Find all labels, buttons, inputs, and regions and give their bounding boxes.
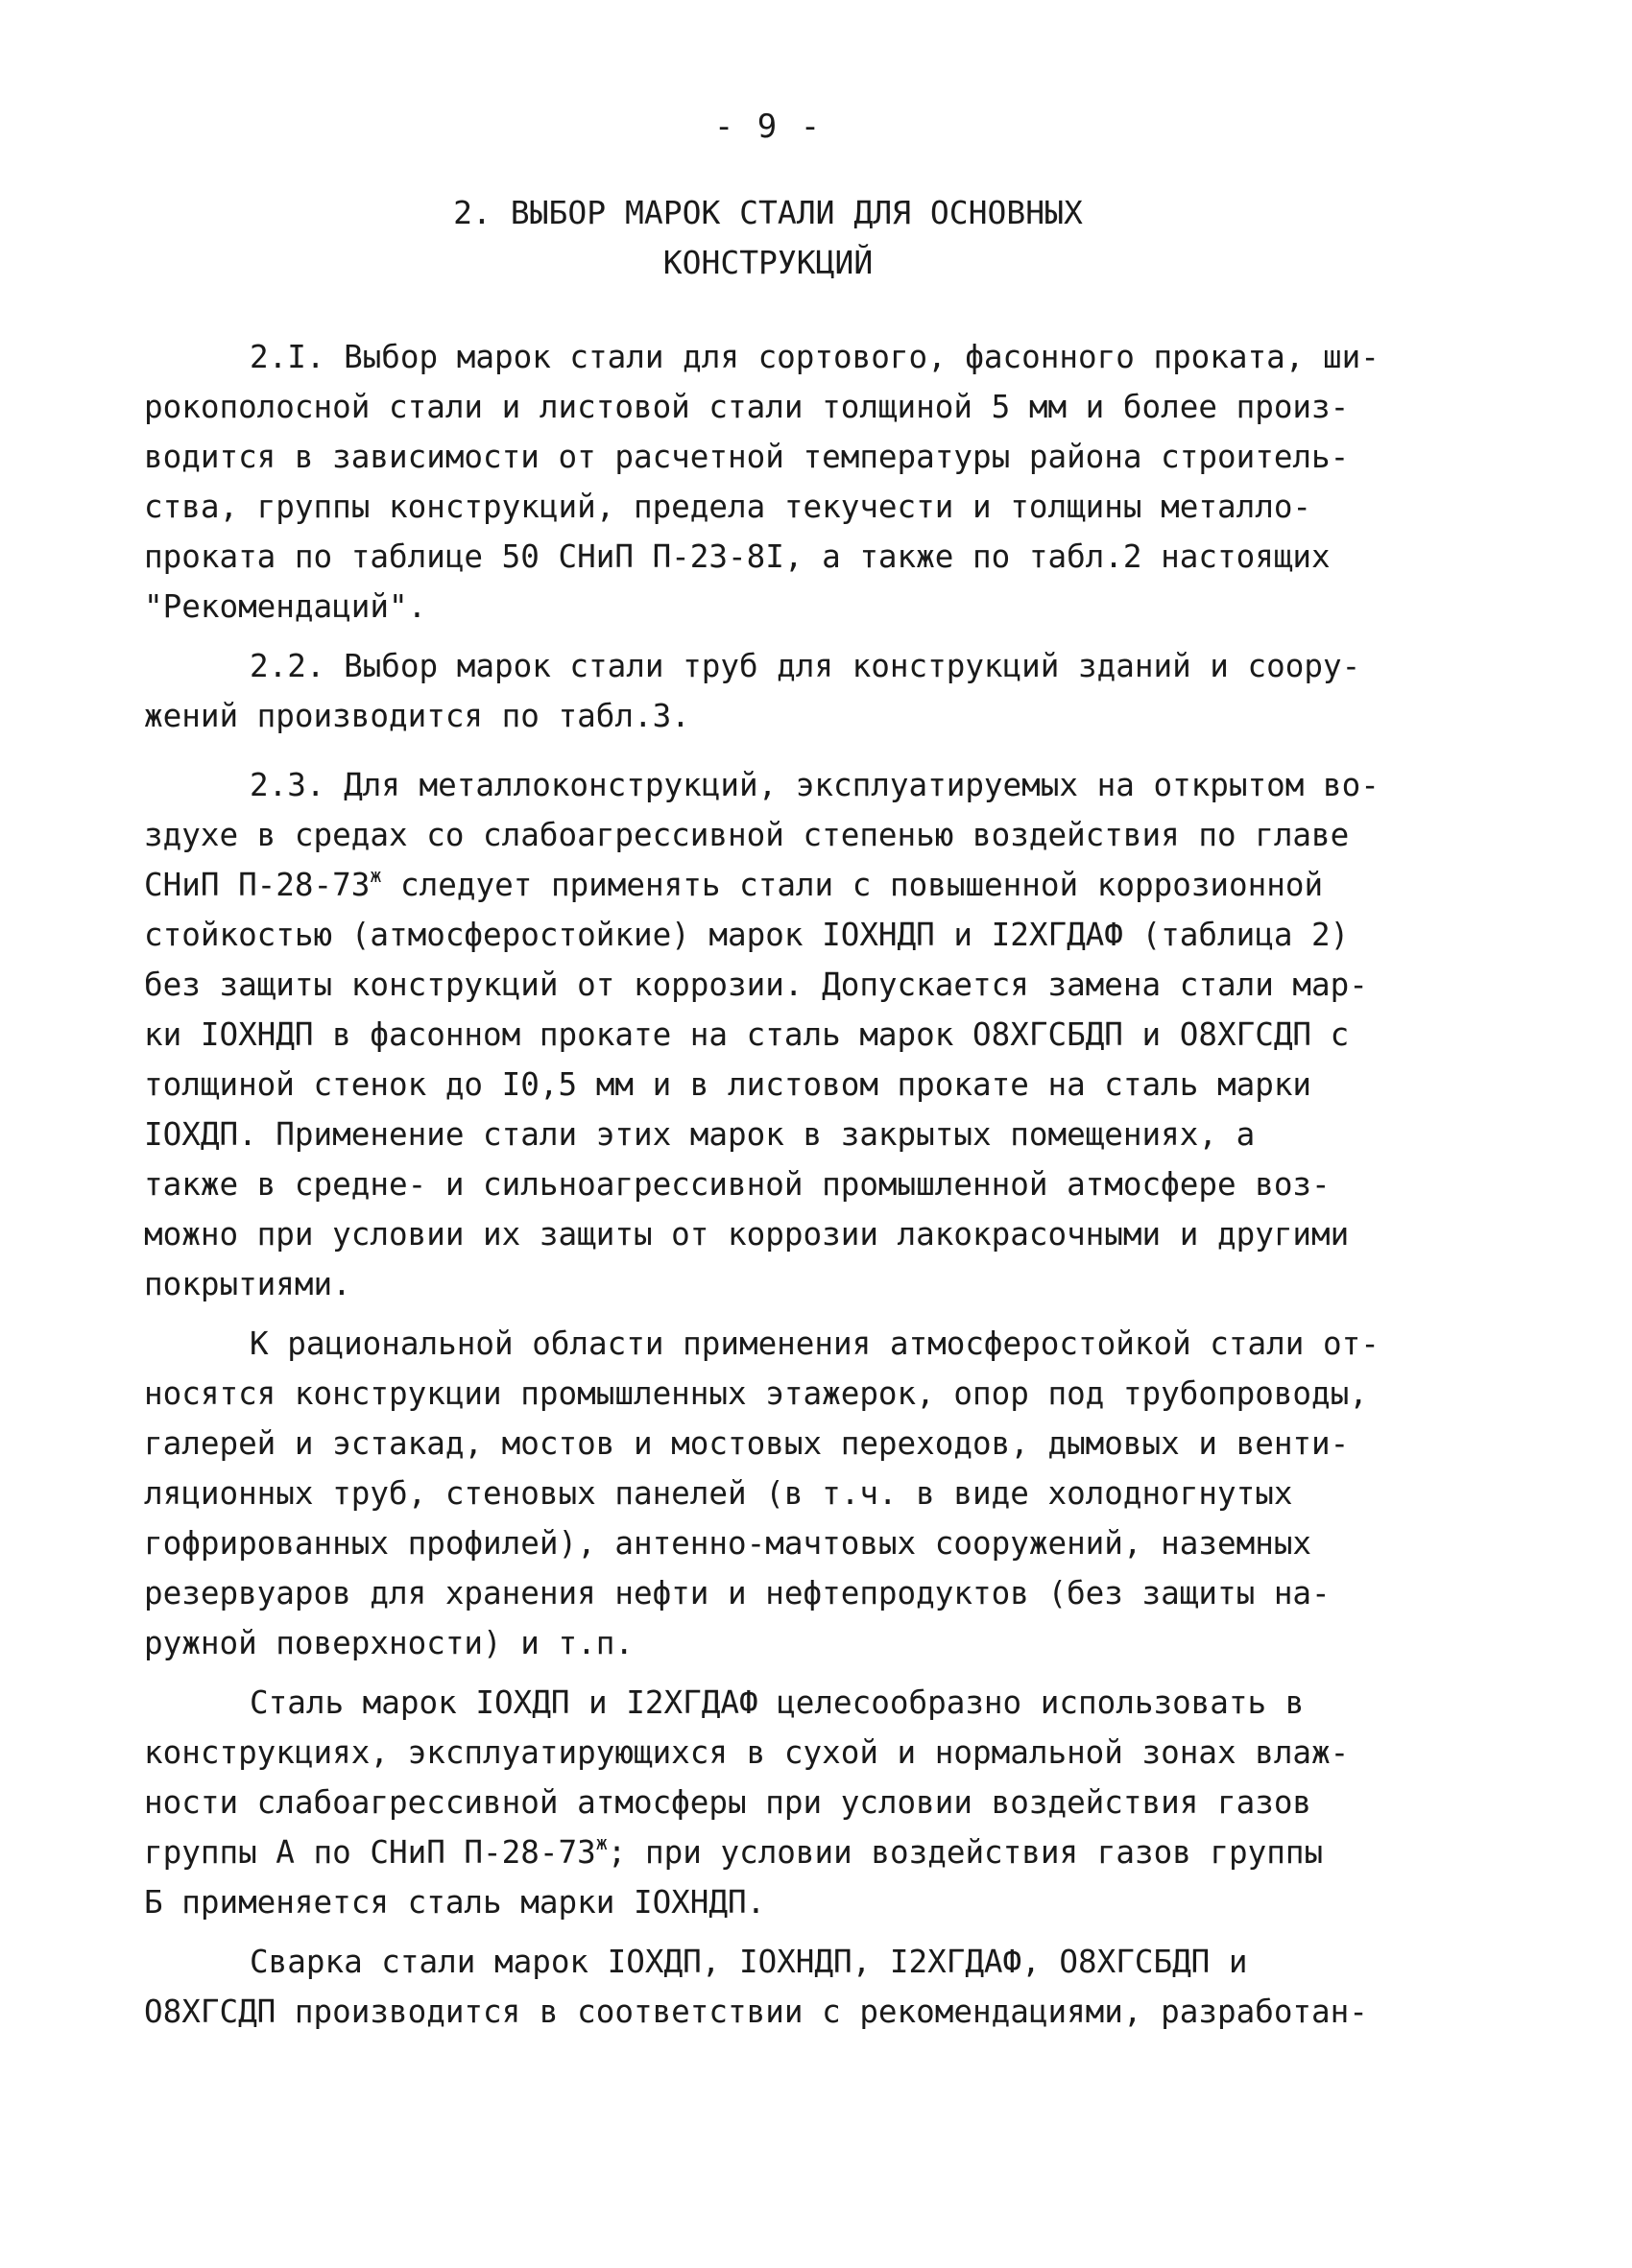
text-fragment: ; при условии воздействия газов группы — [607, 1834, 1324, 1871]
text-line: ружной поверхности) и т.п. — [144, 1625, 634, 1661]
text-line: здухе в средах со слабоагрессивной степенью воздействия по главе — [144, 817, 1350, 853]
text-line — [144, 866, 1323, 904]
text-line: ляционных труб, стеновых панелей (в т.ч. в виде холодногнутых — [144, 1475, 1293, 1512]
text-line: 2.I. Выбор марок стали для сортового, фасонного проката, ши- — [250, 339, 1380, 375]
text-line: жений производится по табл.3. — [144, 698, 690, 734]
snip-reference: СНиП П-28-73 — [144, 867, 371, 903]
text-line: ства, группы конструкций, предела текучести и толщины металло- — [144, 489, 1312, 525]
text-line: можно при условии их защиты от коррозии лакокрасочными и другими — [144, 1216, 1350, 1253]
page-number: - 9 - — [713, 107, 823, 146]
text-line: Сварка стали марок IОХДП, IОХНДП, I2ХГДАФ, О8ХГСБДП и — [250, 1944, 1248, 1980]
text-line: ки IОХНДП в фасонном прокате на сталь марок О8ХГСБДП и О8ХГСДП с — [144, 1016, 1350, 1053]
text-line: конструкциях, эксплуатирующихся в сухой и нормальной зонах влаж- — [144, 1734, 1350, 1771]
text-line: Сталь марок IОХДП и I2ХГДАФ целесообразно использовать в — [250, 1684, 1305, 1721]
snip-reference: группы А по СНиП П-28-73 — [144, 1834, 596, 1871]
text-line: IОХДП. Применение стали этих марок в закрытых помещениях, а — [144, 1116, 1256, 1153]
text-line: носятся конструкции промышленных этажерок, опор под трубопроводы, — [144, 1375, 1368, 1412]
text-fragment: следует применять стали с повышенной коррозионной — [400, 867, 1324, 903]
text-line: 2.2. Выбор марок стали труб для конструкций зданий и соору- — [250, 648, 1361, 684]
heading-line-1: 2. ВЫБОР МАРОК СТАЛИ ДЛЯ ОСНОВНЫХ — [453, 194, 1083, 231]
section-heading — [0, 188, 1536, 288]
footnote-mark: ж — [595, 1831, 608, 1854]
heading-line-2: КОНСТРУКЦИЙ — [662, 244, 874, 281]
text-line — [144, 1833, 1323, 1872]
text-line: 2.3. Для металлоконструкций, эксплуатируемых на открытом во- — [250, 767, 1380, 803]
text-line: рокополосной стали и листовой стали толщиной 5 мм и более произ- — [144, 389, 1350, 425]
text-line: без защиты конструкций от коррозии. Допускается замена стали мар- — [144, 967, 1368, 1003]
text-line: резервуаров для хранения нефти и нефтепродуктов (без защиты на- — [144, 1575, 1331, 1611]
text-line: водится в зависимости от расчетной температуры района строитель- — [144, 439, 1350, 475]
text-line: покрытиями. — [144, 1266, 351, 1302]
text-line: проката по таблице 50 СНиП П-23-8I, а также по табл.2 настоящих — [144, 538, 1331, 575]
text-line: "Рекомендаций". — [144, 588, 427, 625]
text-line: галерей и эстакад, мостов и мостовых переходов, дымовых и венти- — [144, 1425, 1350, 1462]
text-line: К рациональной области применения атмосферостойкой стали от- — [250, 1325, 1380, 1362]
text-line: Б применяется сталь марки IОХНДП. — [144, 1884, 766, 1921]
text-line: толщиной стенок до I0,5 мм и в листовом прокате на сталь марки — [144, 1066, 1312, 1103]
text-line: гофрированных профилей), антенно-мачтовых сооружений, наземных — [144, 1525, 1312, 1562]
text-line: О8ХГСДП производится в соответствии с рекомендациями, разработан- — [144, 1993, 1368, 2030]
footnote-mark: ж — [370, 864, 382, 887]
text-line: ности слабоагрессивной атмосферы при условии воздействия газов — [144, 1784, 1312, 1821]
text-line: также в средне- и сильноагрессивной промышленной атмосфере воз- — [144, 1166, 1331, 1203]
text-line: стойкостью (атмосферостойкие) марок IОХНДП и I2ХГДАФ (таблица 2) — [144, 917, 1350, 953]
